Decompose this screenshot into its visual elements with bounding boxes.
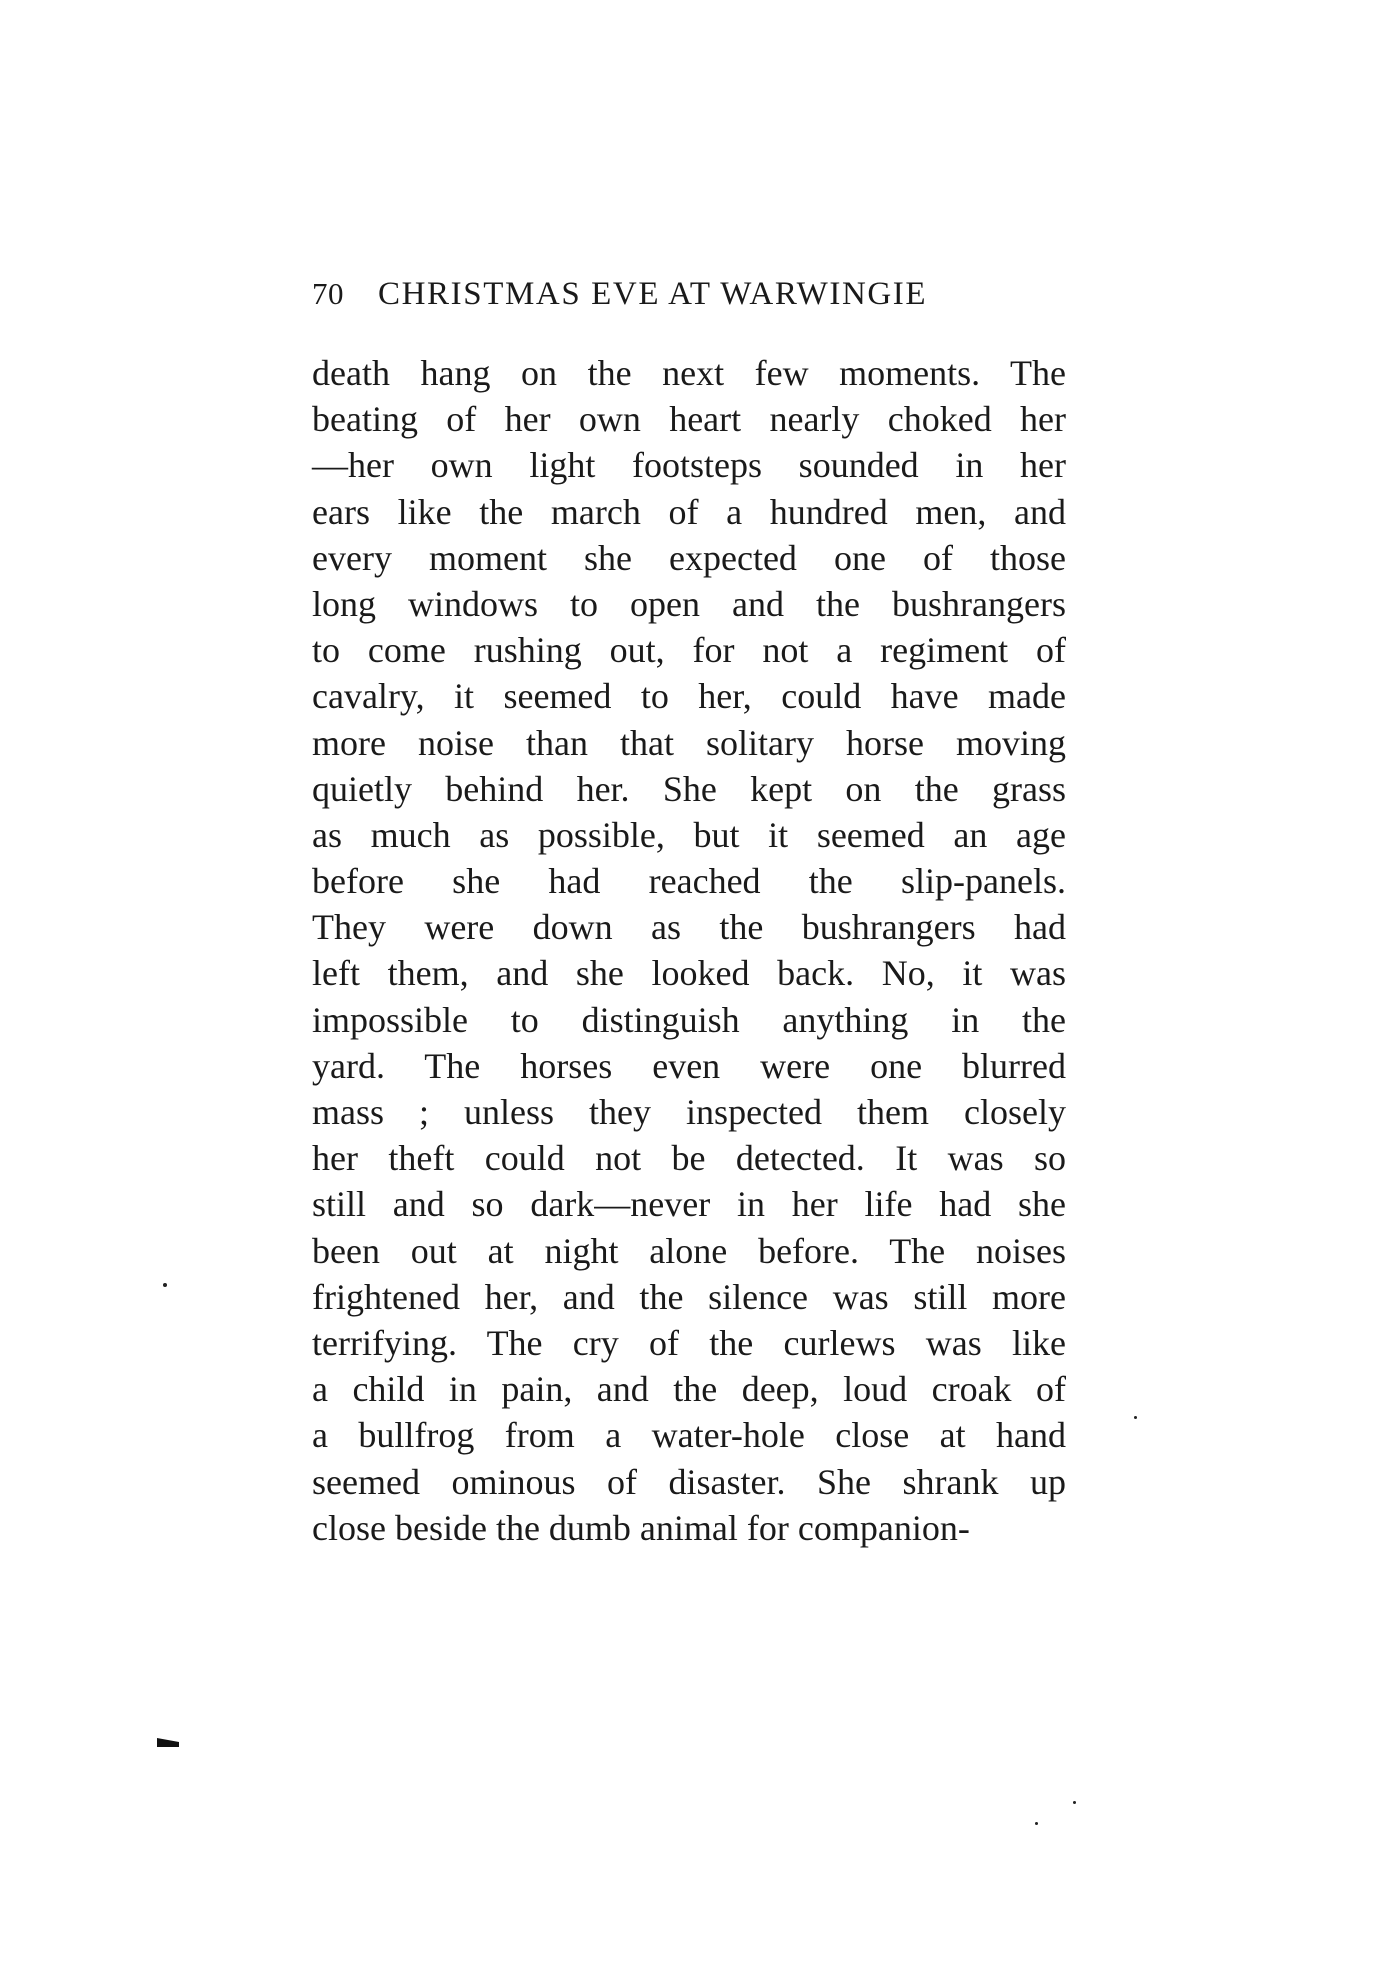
text-line: mass ; unless they inspected them closely [312, 1092, 1066, 1132]
text-line: terrifying. The cry of the curlews was like [312, 1322, 1066, 1363]
text-line: beating of her own heart nearly choked her [312, 399, 1066, 440]
print-speck [1035, 1822, 1038, 1825]
text-line: quietly behind her. She kept on the grass [312, 768, 1066, 809]
text-line: long windows to open and the bushrangers [312, 583, 1066, 624]
text-line: been out at night alone before. The noises [312, 1230, 1066, 1271]
text-line: seemed ominous of disaster. She shrank up [312, 1461, 1066, 1502]
text-line: more noise than that solitary horse moving [312, 722, 1066, 763]
text-line: impossible to distinguish anything in the [312, 999, 1066, 1040]
text-line: frightened her, and the silence was still more [312, 1276, 1066, 1317]
print-speck [1134, 1416, 1137, 1419]
text-line: left them, and she looked back. No, it was [312, 953, 1066, 994]
text-line: close beside the dumb animal for companion- [312, 1507, 970, 1548]
page-number: 70 [312, 276, 344, 311]
text-line: ears like the march of a hundred men, and [312, 491, 1066, 532]
text-line: still and so dark—never in her life had she [312, 1184, 1066, 1225]
print-mark [157, 1738, 179, 1747]
text-line: every moment she expected one of those [312, 537, 1066, 578]
text-line: as much as possible, but it seemed an age [312, 814, 1066, 855]
running-head [312, 274, 1072, 314]
text-line: a bullfrog from a water-hole close at hand [312, 1415, 1066, 1456]
running-title: CHRISTMAS EVE AT WARWINGIE [378, 276, 928, 312]
text-line: They were down as the bushrangers had [312, 907, 1066, 948]
text-line: to come rushing out, for not a regiment of [312, 630, 1066, 671]
text-line: a child in pain, and the deep, loud croak of [312, 1369, 1066, 1410]
text-line: before she had reached the slip-panels. [312, 861, 1066, 902]
body-text [312, 350, 1066, 1551]
text-line: —her own light footsteps sounded in her [312, 445, 1066, 486]
text-line: death hang on the next few moments. The [312, 353, 1066, 393]
print-speck [163, 1283, 167, 1287]
text-line: yard. The horses even were one blurred [312, 1045, 1066, 1086]
text-line: cavalry, it seemed to her, could have made [312, 676, 1066, 717]
print-speck [1073, 1801, 1076, 1804]
text-line: her theft could not be detected. It was so [312, 1138, 1066, 1179]
